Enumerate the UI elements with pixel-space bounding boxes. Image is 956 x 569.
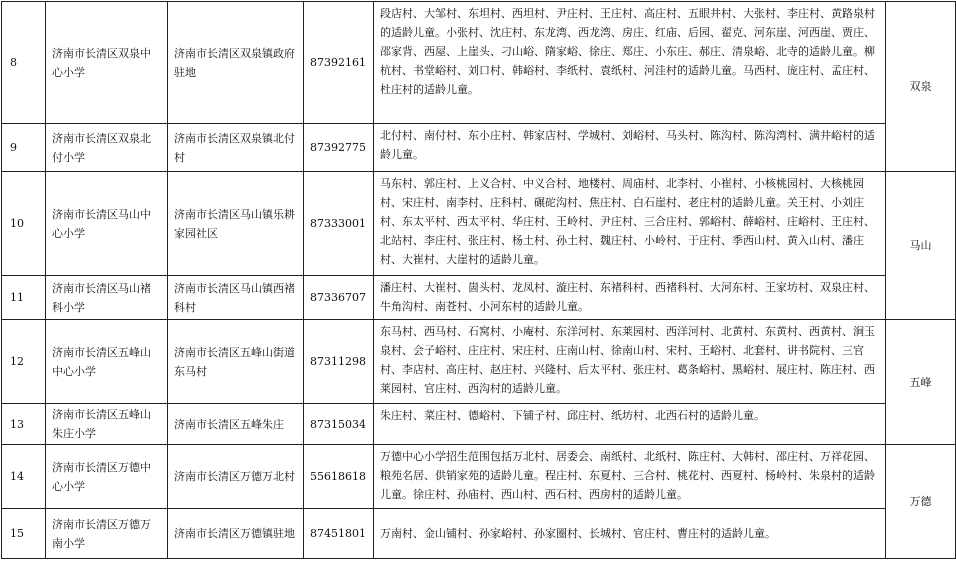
table-row (2, 172, 956, 276)
enrollment-area: 朱庄村、菜庄村、德峪村、下铺子村、邱庄村、纸坊村、北西石村的适龄儿童。 (374, 404, 886, 445)
phone-number: 87392161 (304, 2, 374, 124)
school-address: 济南市长清区双泉镇政府驻地 (168, 2, 304, 124)
row-number: 10 (2, 172, 46, 276)
school-name: 济南市长清区双泉中心小学 (46, 2, 168, 124)
school-address: 济南市长清区马山镇西褚科村 (168, 276, 304, 320)
phone-number: 55618618 (304, 445, 374, 509)
enrollment-area: 万德中心小学招生范围包括万北村、居委会、南纸村、北纸村、陈庄村、大韩村、邵庄村、万祥花园、粮苑名居、供销家苑的适龄儿童。程庄村、东夏村、三合村、桃花村、西夏村、杨岭村、朱泉村的适龄儿童。徐庄村、孙庙村、西山村、西石村、西房村的适龄儿童。 (374, 445, 886, 509)
school-name: 济南市长清区五峰山朱庄小学 (46, 404, 168, 445)
table-row (2, 320, 956, 404)
phone-number: 87392775 (304, 124, 374, 172)
enrollment-table (1, 1, 956, 559)
town-name: 双泉 (886, 2, 956, 172)
phone-number: 87451801 (304, 509, 374, 559)
town-name: 五峰 (886, 320, 956, 445)
row-number: 9 (2, 124, 46, 172)
school-address: 济南市长清区万德镇驻地 (168, 509, 304, 559)
table-row (2, 2, 956, 124)
table-row (2, 404, 956, 445)
town-name: 万德 (886, 445, 956, 559)
enrollment-area: 北付村、南付村、东小庄村、韩家店村、学城村、刘峪村、马头村、陈沟村、陈沟湾村、满井峪村的适龄儿童。 (374, 124, 886, 172)
enrollment-area: 万南村、金山铺村、孙家峪村、孙家圈村、长城村、官庄村、曹庄村的适龄儿童。 (374, 509, 886, 559)
row-number: 14 (2, 445, 46, 509)
town-name: 马山 (886, 172, 956, 320)
phone-number: 87311298 (304, 320, 374, 404)
table-row (2, 445, 956, 509)
school-address: 济南市长清区五峰山街道东马村 (168, 320, 304, 404)
enrollment-area: 马东村、郭庄村、上义合村、中义合村、地楼村、周庙村、北李村、小崔村、小核桃园村、大核桃园村、宋庄村、南李村、庄科村、碾砣沟村、焦庄村、白石崖村、老庄村的适龄儿童。关王村、小刘庄村、东太平村、西太平村、华庄村、王岭村、尹庄村、三合庄村、郭峪村、薛峪村、庄峪村、王庄村、北站村、李庄村、张庄村、杨土村、孙土村、魏庄村、小岭村、于庄村、季西山村、黄入山村、潘庄村、大崔村、大崖村的适龄儿童。 (374, 172, 886, 276)
row-number: 11 (2, 276, 46, 320)
row-number: 8 (2, 2, 46, 124)
table-row (2, 276, 956, 320)
phone-number: 87333001 (304, 172, 374, 276)
table-row (2, 124, 956, 172)
row-number: 13 (2, 404, 46, 445)
enrollment-area: 段店村、大邹村、东坦村、西坦村、尹庄村、王庄村、高庄村、五眼井村、大张村、李庄村、黄路泉村的适龄儿童。小张村、沈庄村、东龙湾、西龙湾、房庄、红庙、后园、翟克、河东崖、河西崖、贾庄、邵家背、西屋、上崖头、刁山峪、隋家峪、徐庄、郑庄、小东庄、郝庄、清泉峪、北寺的适龄儿童。柳杭村、书堂峪村、刘口村、韩峪村、李纸村、袁纸村、河洼村的适龄儿童。马西村、庞庄村、孟庄村、杜庄村的适龄儿童。 (374, 2, 886, 124)
school-name: 济南市长清区五峰山中心小学 (46, 320, 168, 404)
school-address: 济南市长清区双泉镇北付村 (168, 124, 304, 172)
school-address: 济南市长清区五峰朱庄 (168, 404, 304, 445)
enrollment-area: 东马村、西马村、石窝村、小庵村、东洋河村、东莱园村、西洋河村、北黄村、东黄村、西黄村、涧玉泉村、会子峪村、庄庄村、宋庄村、庄南山村、徐南山村、宋村、王峪村、北套村、讲书院村、三官村、李店村、高庄村、赵庄村、兴隆村、后太平村、张庄村、葛条峪村、黑峪村、展庄村、陈庄村、西莱园村、官庄村、西沟村的适龄儿童。 (374, 320, 886, 404)
enrollment-area: 潘庄村、大崔村、崮头村、龙凤村、漩庄村、东褚科村、西褚科村、大河东村、王家坊村、双泉庄村、牛角沟村、南苍村、小河东村的适龄儿童。 (374, 276, 886, 320)
school-name: 济南市长清区双泉北付小学 (46, 124, 168, 172)
school-name: 济南市长清区万德万南小学 (46, 509, 168, 559)
row-number: 15 (2, 509, 46, 559)
table-row (2, 509, 956, 559)
school-name: 济南市长清区万德中心小学 (46, 445, 168, 509)
school-name: 济南市长清区马山中心小学 (46, 172, 168, 276)
school-address: 济南市长清区万德万北村 (168, 445, 304, 509)
row-number: 12 (2, 320, 46, 404)
phone-number: 87336707 (304, 276, 374, 320)
phone-number: 87315034 (304, 404, 374, 445)
school-name: 济南市长清区马山褚科小学 (46, 276, 168, 320)
school-address: 济南市长清区马山镇乐耕家园社区 (168, 172, 304, 276)
